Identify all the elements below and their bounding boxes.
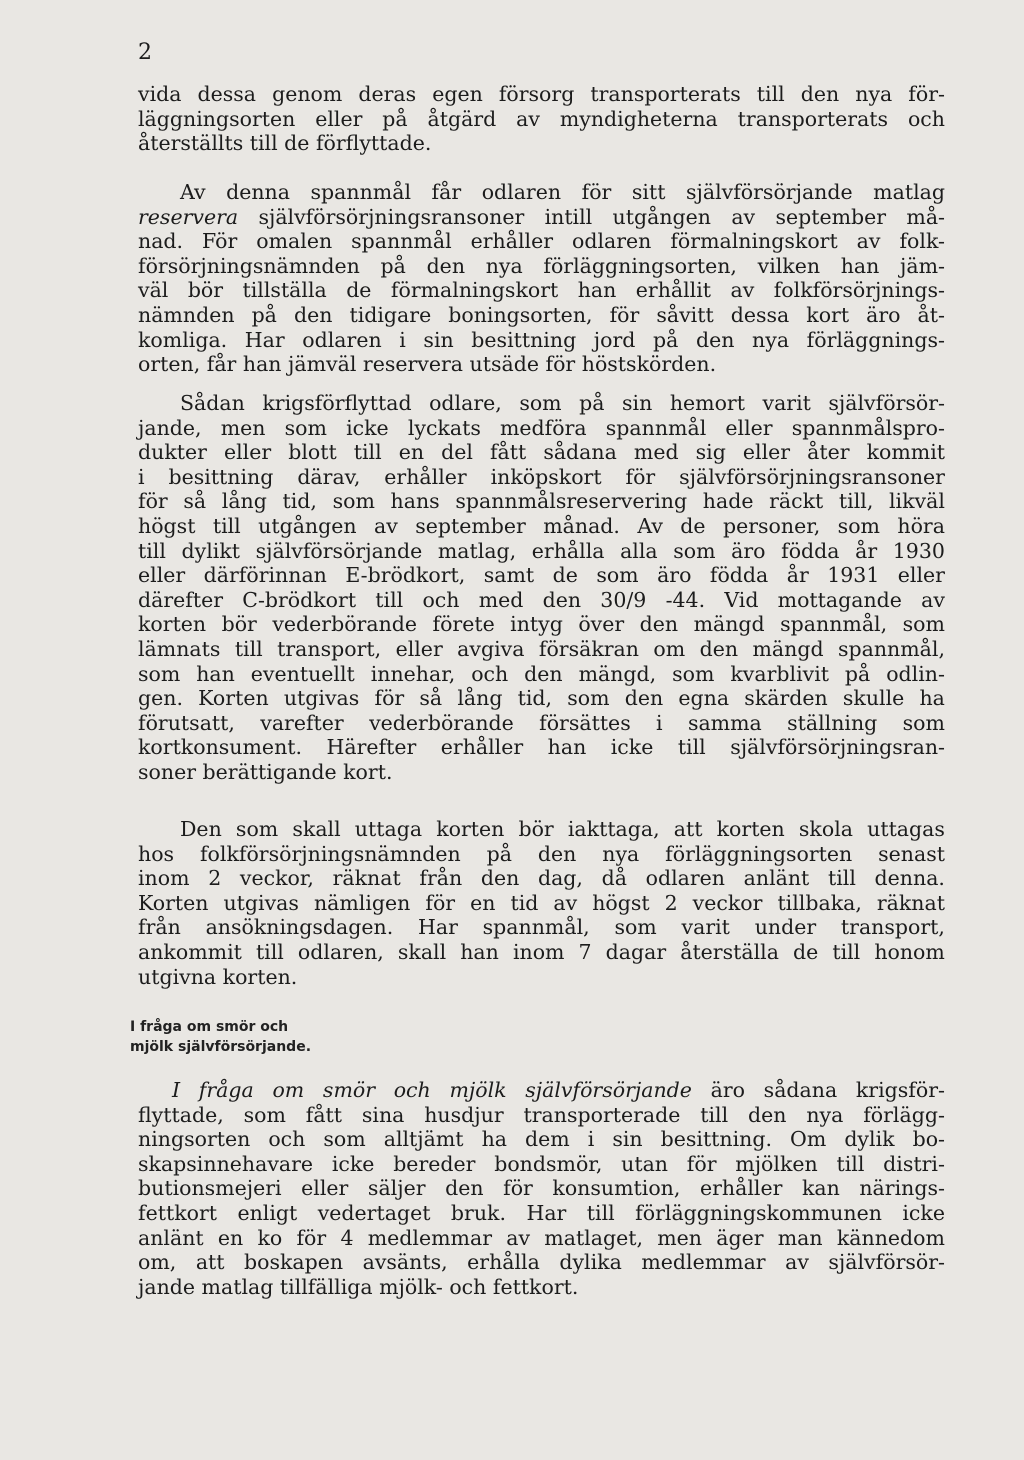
paragraph-3-line: eller därförinnan E-brödkort, samt de som äro födda år 1931 eller: [138, 563, 945, 588]
paragraph-3-line: dukter eller blott till en del fått sådana med sig eller åter kommit: [138, 440, 945, 465]
paragraph-3-line: högst till utgången av september månad. Av de personer, som höra: [138, 514, 945, 538]
paragraph-3-line: Sådan krigsförflyttad odlare, som på sin hemort varit självförsör-: [180, 391, 945, 415]
paragraph-3-line: soner berättigande kort.: [138, 760, 393, 784]
paragraph-2-line: reservera självförsörjningsransoner intill utgången av september må-: [138, 204, 945, 229]
paragraph-5-line: om, att boskapen avsänts, erhålla dylika medlemmar av självförsör-: [138, 1250, 945, 1275]
paragraph-2-line: väl bör tillställa de förmalningskort han erhållit av folkförsörjnings-: [138, 278, 945, 303]
paragraph-3-line: lämnats till transport, eller avgiva försäkran om den mängd spannmål,: [138, 637, 945, 661]
paragraph-3-line: jande, men som icke lyckats medföra spannmål eller spannmålspro-: [138, 415, 945, 440]
paragraph-4-line: utgivna korten.: [138, 964, 298, 989]
paragraph-4-line: Korten utgivas nämligen för en tid av högst 2 veckor tillbaka, räknat: [138, 890, 945, 915]
paragraph-3-line: korten bör vederbörande förete intyg över den mängd spannmål, som: [138, 612, 945, 637]
paragraph-5-line: jande matlag tillfälliga mjölk- och fettkort.: [138, 1274, 579, 1299]
paragraph-3-line: till dylikt självförsörjande matlag, erhålla alla som äro födda år 1930: [138, 538, 945, 563]
paragraph-5-line: butionsmejeri eller säljer den för konsumtion, erhåller kan närings-: [138, 1176, 945, 1201]
side-heading-line-2: mjölk självförsörjande.: [130, 1039, 312, 1055]
paragraph-3-line: för så lång tid, som hans spannmålsreservering hade räckt till, likväl: [138, 489, 945, 514]
paragraph-3-line: därefter C-brödkort till och med den 30/9 -44. Vid mottagande av: [138, 587, 945, 612]
paragraph-5-line: flyttade, som fått sina husdjur transporterade till den nya förlägg-: [138, 1102, 945, 1127]
paragraph-5-line: I fråga om smör och mjölk självförsörjande äro sådana krigsför-: [172, 1078, 945, 1102]
paragraph-2-line: försörjningsnämnden på den nya förläggningsorten, vilken han jäm-: [138, 253, 945, 278]
paragraph-4-line: inom 2 veckor, räknat från den dag, då odlaren anlänt till denna.: [138, 866, 945, 891]
paragraph-2-line: Av denna spannmål får odlaren för sitt självförsörjande matlag: [180, 180, 945, 204]
paragraph-4-line: hos folkförsörjningsnämnden på den nya förläggningsorten senast: [138, 841, 945, 866]
paragraph-1-line: läggningsorten eller på åtgärd av myndigheterna transporterats och: [138, 106, 945, 131]
paragraph-2-line: nämnden på den tidigare boningsorten, för såvitt dessa kort äro åt-: [138, 303, 945, 327]
paragraph-1-line: vida dessa genom deras egen försorg transporterats till den nya för-: [138, 82, 945, 106]
paragraph-5-line: skapsinnehavare icke bereder bondsmör, utan för mjölken till distri-: [138, 1151, 945, 1176]
paragraph-5-line: anlänt en ko för 4 medlemmar av matlaget, men äger man kännedom: [138, 1225, 945, 1250]
paragraph-4-line: ankommit till odlaren, skall han inom 7 dagar återställa de till honom: [138, 940, 945, 964]
paragraph-3-line: kortkonsument. Härefter erhåller han icke till självförsörjningsran-: [138, 735, 945, 760]
paragraph-3-line: i besittning därav, erhåller inköpskort för självförsörjningsransoner: [138, 464, 945, 489]
paragraph-4-line: Den som skall uttaga korten bör iakttaga, att korten skola uttagas: [180, 817, 945, 841]
side-heading-line-1: I fråga om smör och: [130, 1019, 289, 1035]
paragraph-3-line: gen. Korten utgivas för så lång tid, som den egna skärden skulle ha: [138, 686, 945, 711]
paragraph-3-line: förutsatt, varefter vederbörande försättes i samma ställning som: [138, 710, 945, 735]
paragraph-1-line: återställts till de förflyttade.: [138, 131, 432, 156]
paragraph-4-line: från ansökningsdagen. Har spannmål, som varit under transport,: [138, 915, 945, 940]
page-number: 2: [138, 40, 152, 65]
paragraph-2-line: nad. För omalen spannmål erhåller odlaren förmalningskort av folk-: [138, 229, 945, 254]
paragraph-2-line: orten, får han jämväl reservera utsäde för höstskörden.: [138, 352, 717, 377]
paragraph-3-line: som han eventuellt innehar, och den mängd, som kvarblivit på odlin-: [138, 661, 945, 686]
paragraph-5-line: fettkort enligt vedertaget bruk. Har till förläggningskommunen icke: [138, 1201, 945, 1225]
paragraph-5-line: ningsorten och som alltjämt ha dem i sin besittning. Om dylik bo-: [138, 1127, 945, 1152]
paragraph-2-line: komliga. Har odlaren i sin besittning jord på den nya förläggnings-: [138, 327, 945, 352]
